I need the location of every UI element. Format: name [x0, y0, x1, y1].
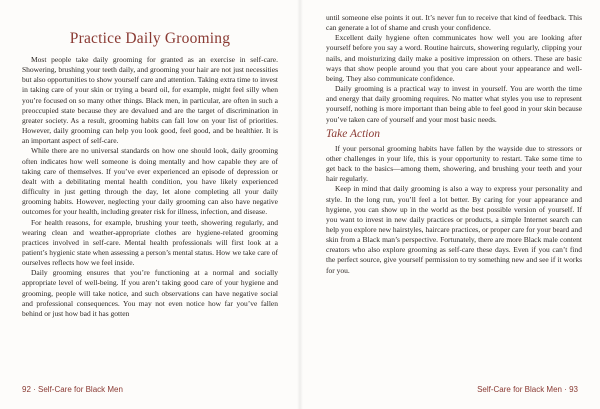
page-footer-right: Self-Care for Black Men · 93 [477, 385, 578, 394]
paragraph: Excellent daily hygiene often communicates how well you are looking after yourself before you say a word. Routine haircuts, showering regularly, clipping your nails, and moisturizing daily make a positive impression on others. These are basic ways that show people around you that you care about your appearance and well-being. They also communicate confidence. [326, 33, 582, 83]
paragraph: Daily grooming is a practical way to invest in yourself. You are worth the time and energy that daily grooming requires. No matter what styles you use to represent yourself, nothing is more important than being able to feel good in your skin because you’ve taken care of yourself and your most basic needs. [326, 84, 582, 124]
section-heading: Take Action [326, 127, 380, 140]
left-page-body [22, 55, 278, 319]
paragraph: Keep in mind that daily grooming is also a way to express your personality and style. In the long run, you’ll feel a lot better. By caring for your appearance and hygiene, you can show up in the world as the best possible version of yourself. If you want to invest in new daily practices or products, a simple Internet search can help you explore new hairstyles, haircare practices, or proper care for your beard and skin from a Black man’s perspective. Fortunately, there are more Black male content creators who also explore grooming as self-care these days. Even if you can’t find the perfect source, give yourself permission to try something new and see if it works for you. [326, 184, 582, 275]
paragraph: For health reasons, for example, brushing your teeth, showering regularly, and wearing clean and weather-appropriate clothes are hygiene-related grooming practices involved in self-care. Mental health professionals will first look at a patient’s hygienic state when assessing a person’s mental status. How we take care of ourselves reflects how we feel inside. [22, 217, 278, 268]
right-page-body [326, 13, 582, 276]
paragraph: Most people take daily grooming for granted as an exercise in self-care. Showering, brushing your teeth daily, and grooming your hair are not just necessities but also opportunities to show yourself care and attention. Taking extra time to invest in taking care of your skin or trying a beard oil, for example, might feel silly when you’re focused on so many other things. Black men, in particular, are often in such a preoccupied state because they are devalued and are the target of discrimination in greater society. As a result, grooming habits can fall low on your list of priorities. However, daily grooming can help you look good, feel good, and be healthier. It is an important aspect of self-care. [22, 55, 278, 146]
paragraph: If your personal grooming habits have fallen by the wayside due to stressors or other challenges in your life, this is your opportunity to restart. Take some time to get back to the basics—among them, showering, and brushing your teeth and your hair regularly. [326, 143, 582, 184]
paragraph: Daily grooming ensures that you’re functioning at a normal and socially appropriate level of well-being. If you aren’t taking good care of your hygiene and grooming, people will take notice, and such observations can have negative social and professional consequences. You may not even notice how far you’ve fallen behind or just how bad it has gotten [22, 268, 278, 318]
right-page [300, 0, 600, 409]
continued-paragraph: until someone else points it out. It’s never fun to receive that kind of feedback. This can generate a lot of shame and crush your confidence. [326, 13, 582, 33]
page-title: Practice Daily Grooming [69, 30, 231, 47]
paragraph: While there are no universal standards on how one should look, daily grooming often indicates how well someone is doing mentally and how capable they are of taking care of themselves. If you’ve ever experienced an episode of depression or dealt with a debilitating mental health condition, you have likely experienced difficulty in just getting through the day, let alone completing all your daily grooming habits. However, neglecting your daily grooming can also have negative outcomes for your health, including greater risk for illness, infection, and disease. [22, 146, 278, 217]
page-footer-left: 92 · Self-Care for Black Men [22, 385, 123, 394]
